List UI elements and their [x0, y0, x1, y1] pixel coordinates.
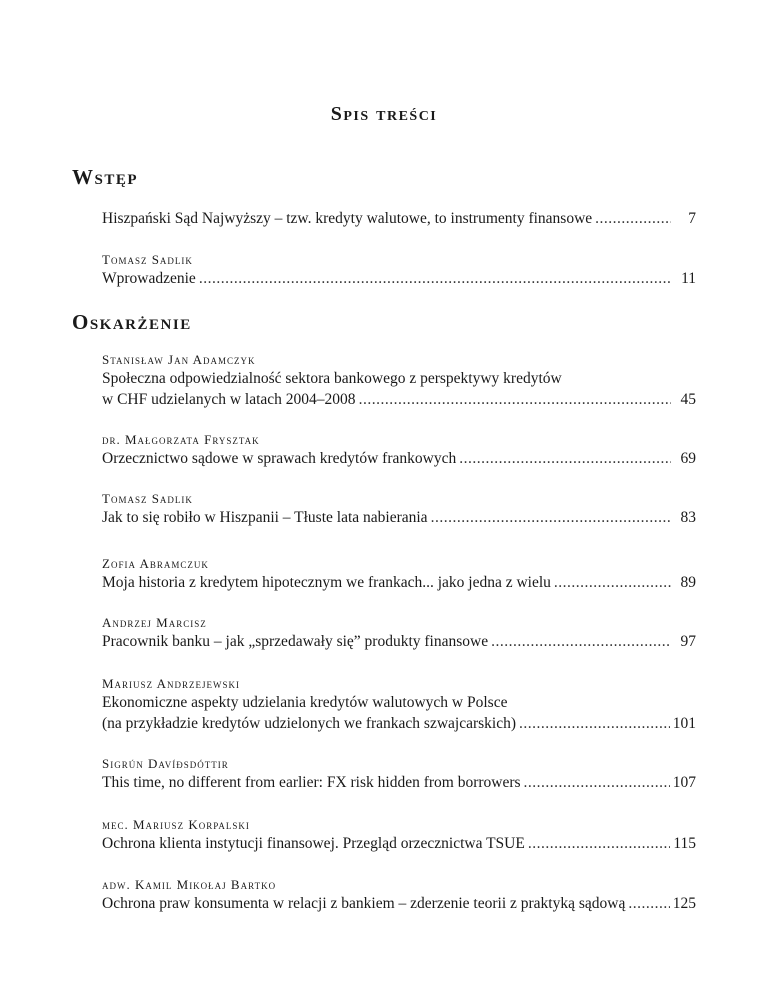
toc-entry[interactable] [102, 208, 696, 229]
leader-dots [519, 713, 670, 734]
toc-entry[interactable] [102, 491, 696, 528]
entry-author: Zofia Abramczuk [102, 556, 209, 571]
toc-line [102, 572, 696, 593]
leader-dots [554, 572, 671, 593]
page-number: 45 [680, 391, 696, 408]
leader-dots [628, 893, 669, 914]
leader-dots [524, 772, 670, 793]
entry-title: Ochrona klienta instytucji finansowej. Przegląd orzecznictwa TSUE [102, 835, 525, 852]
page-number: 69 [680, 450, 696, 467]
toc-entry[interactable] [102, 877, 696, 914]
page-number: 11 [681, 270, 696, 287]
entry-author: mec. Mariusz Korpalski [102, 817, 250, 832]
entry-title: Moja historia z kredytem hipotecznym we frankach... jako jedna z wielu [102, 574, 551, 591]
toc-line [102, 893, 696, 914]
entry-title-line: Społeczna odpowiedzialność sektora bankowego z perspektywy kredytów [102, 370, 562, 387]
page-number: 101 [672, 715, 696, 732]
leader-dots [595, 208, 671, 229]
entry-title: w CHF udzielanych w latach 2004–2008 [102, 391, 356, 408]
entry-title: This time, no different from earlier: FX risk hidden from borrowers [102, 774, 521, 791]
entry-title: Jak to się robiło w Hiszpanii – Tłuste lata nabierania [102, 509, 428, 526]
page-number: 7 [688, 210, 696, 227]
entry-title: Orzecznictwo sądowe w sprawach kredytów frankowych [102, 450, 457, 467]
entry-title: Ochrona praw konsumenta w relacji z bankiem – zderzenie teorii z praktyką sądową [102, 895, 626, 912]
toc-entry[interactable] [102, 252, 696, 289]
leader-dots [528, 833, 670, 854]
toc-line [102, 713, 696, 734]
toc-entry[interactable] [102, 556, 696, 593]
toc-entry[interactable] [102, 352, 696, 410]
toc-line [102, 208, 696, 229]
leader-dots [491, 631, 671, 652]
entry-author: Tomasz Sadlik [102, 491, 193, 506]
entry-author: Tomasz Sadlik [102, 252, 193, 267]
toc-line [102, 833, 696, 854]
toc-entry[interactable] [102, 615, 696, 652]
entry-author: dr. Małgorzata Frysztak [102, 432, 260, 447]
toc-line [102, 631, 696, 652]
toc-line [102, 268, 696, 289]
leader-dots [459, 448, 671, 469]
entry-author: adw. Kamil Mikołaj Bartko [102, 877, 277, 892]
toc-entry[interactable] [102, 756, 696, 793]
page-title: Spis treści [330, 103, 438, 125]
entry-author: Stanisław Jan Adamczyk [102, 352, 256, 367]
entry-title: Hiszpański Sąd Najwyższy – tzw. kredyty walutowe, to instrumenty finansowe [102, 210, 593, 227]
entry-title: Pracownik banku – jak „sprzedawały się” produkty finansowe [102, 633, 489, 650]
page-number: 89 [680, 574, 696, 591]
section-heading-oskarzenie: Oskarżenie [72, 310, 192, 334]
leader-dots [359, 389, 671, 410]
section-heading-wstep: Wstęp [72, 165, 139, 189]
entry-author: Sigrún Davíðsdóttir [102, 756, 229, 771]
page-number: 97 [680, 633, 696, 650]
page-number: 125 [672, 895, 696, 912]
toc-line [102, 389, 696, 410]
page-number: 107 [672, 774, 696, 791]
page-number: 83 [680, 509, 696, 526]
toc-line [102, 448, 696, 469]
entry-title-line: Ekonomiczne aspekty udzielania kredytów walutowych w Polsce [102, 694, 508, 711]
toc-line [102, 772, 696, 793]
entry-title: Wprowadzenie [102, 270, 196, 287]
entry-author: Mariusz Andrzejewski [102, 676, 240, 691]
leader-dots [199, 268, 671, 289]
leader-dots [431, 507, 671, 528]
page-number: 115 [673, 835, 696, 852]
toc-entry[interactable] [102, 676, 696, 734]
toc-entry[interactable] [102, 817, 696, 854]
entry-title: (na przykładzie kredytów udzielonych we frankach szwajcarskich) [102, 715, 517, 732]
toc-line [102, 507, 696, 528]
entry-author: Andrzej Marcisz [102, 615, 207, 630]
toc-entry[interactable] [102, 432, 696, 469]
